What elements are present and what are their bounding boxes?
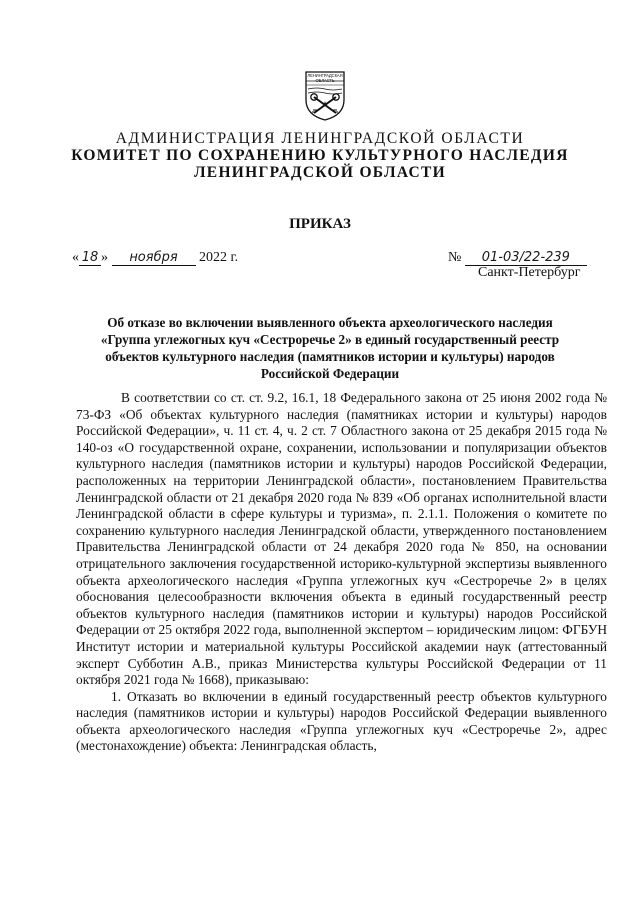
header-administration: АДМИНИСТРАЦИЯ ЛЕНИНГРАДСКОЙ ОБЛАСТИ [115, 130, 525, 147]
subject-line-2: «Группа углежогных куч «Сестроречье 2» в единый государственный реестр [100, 332, 560, 347]
emblem [303, 70, 347, 122]
date-open-quote: « [72, 250, 79, 265]
order-body [76, 390, 607, 755]
header-region: ЛЕНИНГРАДСКОЙ ОБЛАСТИ [193, 164, 447, 181]
header-committee: КОМИТЕТ ПО СОХРАНЕНИЮ КУЛЬТУРНОГО НАСЛЕДИЯ [71, 147, 569, 164]
subject-line-4: Российской Федерации [260, 366, 400, 381]
date-year: 2022 г. [199, 250, 239, 265]
body-preamble: В соответствии со ст. ст. 9.2, 16.1, 18 Федерального закона от 25 июня 2002 года № 73-ФЗ «Об объектах культурного наследия (памятниках истории и культуры) народов Российской Федерации», ч. 11 ст. 4, ч. 2 ст. 7 Областного закона от 25 декабря 2015 года № 140-оз «О государственной охране, сохранении, использовании и популяризации объектов культурного наследия (памятников истории и культуры) народов Российской Федерации, расположенных на территории Ленинградской области», постановлением Правительства Ленинградской области от 21 декабря 2020 года № 839 «Об органах исполнительной власти Ленинградской области в сфере культуры и туризма», п. 2.1.1. Положения о комитете по сохранению культурного наследия Ленинградской области, утвержденного постановлением Правительства Ленинградской области от 24 декабря 2020 года № 850, на основании отрицательного заключения государственной историко-культурной экспертизы выявленного объекта археологического наследия «Группа углежогных куч «Сестроречье 2» в целях обоснования целесообразности включения объекта в единый государственный реестр объектов культурного наследия (памятников истории и культуры) народов Российской Федерации от 25 октября 2022 года, выполненной экспертом – юридическим лицом: ФГБУН Институт истории и материальной культуры Российской академии наук (аттестованный эксперт Субботин А.В., приказ Министерства культуры Российской Федерации от 11 октября 2021 года № 1668), приказываю: [76, 390, 607, 688]
date-day: 18 [79, 251, 101, 266]
date-month: ноября [112, 251, 196, 266]
body-item-1: 1. Отказать во включении в единый государственный реестр объектов культурного наследия (памятников истории и культуры) народов Российской Федерации выявленного объекта археологического наследия «Группа углежогных куч «Сестроречье 2», адрес (местонахождение) объекта: Ленинградская область, [76, 688, 607, 754]
order-number [448, 250, 587, 266]
number-value: 01-03/22-239 [465, 251, 587, 266]
order-subject [60, 314, 600, 382]
order-title: ПРИКАЗ [289, 216, 351, 232]
number-label: № [448, 250, 462, 265]
emblem-caption: ЛЕНИНГРАДСКАЯ ОБЛАСТЬ [307, 73, 343, 83]
date-close-quote: » [101, 250, 108, 265]
subject-line-3: объектов культурного наследия (памятников истории и культуры) народов [105, 349, 555, 364]
order-date [72, 250, 238, 266]
order-city: Санкт-Петербург [478, 265, 581, 280]
subject-line-1: Об отказе во включении выявленного объекта археологического наследия [107, 315, 553, 330]
